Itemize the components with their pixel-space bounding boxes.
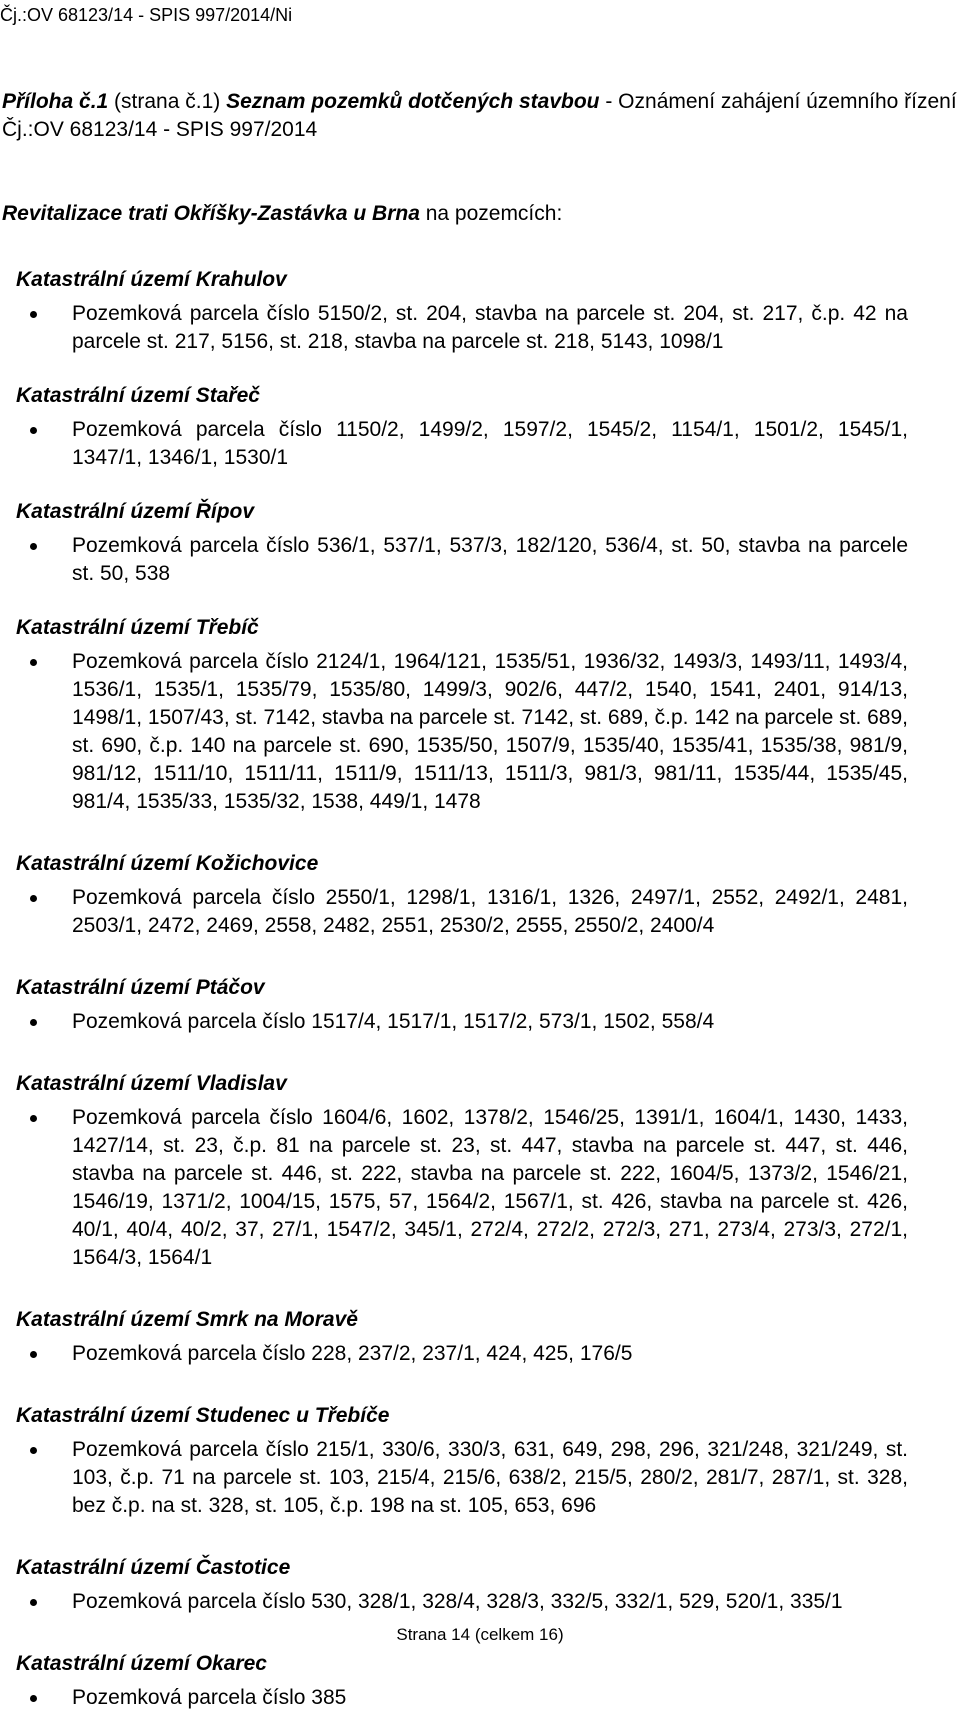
parcel-text: Pozemková parcela číslo 1150/2, 1499/2, 1597/2, 1545/2, 1154/1, 1501/2, 1545/1, 1347/1, 1346/1, 1530/1 [72,418,908,469]
list-item [0,1104,960,1272]
parcel-list [0,532,960,588]
parcel-list [0,1436,960,1520]
intro-label: Příloha č.1 [2,90,109,113]
bullet-icon [30,1599,37,1606]
parcel-text: Pozemková parcela číslo 5150/2, st. 204, stavba na parcele st. 204, st. 217, č.p. 42 na parcele st. 217, 5156, st. 218, stavba na parcele st. 218, 5143, 1098/1 [72,302,908,353]
document-reference-header: Čj.:OV 68123/14 - SPIS 997/2014/Ni [0,5,293,25]
bullet-icon [30,1351,37,1358]
parcel-text: Pozemková parcela číslo 2124/1, 1964/121, 1535/51, 1936/32, 1493/3, 1493/11, 1493/4, 1536/1, 1535/1, 1535/79, 1535/80, 1499/3, 902/6, 447/2, 1540, 1541, 2401, 914/13, 1498/1, 1507/43, st. 7142, stavba na parcele st. 7142, st. 689, č.p. 142 na parcele st. 689, st. 690, č.p. 140 na parcele st. 690, 1535/50, 1507/9, 1535/40, 1535/41, 1535/38, 981/9, 981/12, 1511/10, 1511/11, 1511/9, 1511/13, 1511/3, 981/3, 981/11, 1535/44, 1535/45, 981/4, 1535/33, 1535/32, 1538, 449/1, 1478 [72,650,908,813]
parcel-list [0,884,960,940]
bullet-icon [30,1695,37,1702]
section-title: Katastrální území Třebíč [16,616,259,639]
cadastral-section [0,1070,960,1272]
bullet-icon [30,895,37,902]
parcel-text: Pozemková parcela číslo 536/1, 537/1, 537/3, 182/120, 536/4, st. 50, stavba na parcele st. 50, 538 [72,534,908,585]
list-item [0,1684,960,1712]
section-title: Katastrální území Krahulov [16,268,287,291]
section-title: Katastrální území Častotice [16,1556,291,1579]
bullet-icon [30,659,37,666]
parcel-list [0,300,960,356]
parcel-list [0,1104,960,1272]
section-title: Katastrální území Vladislav [16,1072,287,1095]
document-content [0,88,960,1712]
bullet-icon [30,311,37,318]
parcel-list [0,416,960,472]
intro-paragraph [0,88,960,144]
cadastral-section [0,498,960,588]
parcel-list [0,1008,960,1036]
parcel-list [0,1684,960,1712]
list-item [0,1436,960,1520]
intro-text-2: - Oznámení zahájení územního řízení Čj.:OV 68123/14 - SPIS 997/2014 [2,90,957,141]
cadastral-sections [0,266,960,1712]
section-title: Katastrální území Stařeč [16,384,260,407]
cadastral-section [0,1306,960,1368]
project-line [0,200,960,228]
cadastral-section [0,1402,960,1520]
list-item [0,416,960,472]
list-item [0,1340,960,1368]
cadastral-section [0,1650,960,1712]
parcel-text: Pozemková parcela číslo 385 [72,1686,347,1709]
bullet-icon [30,427,37,434]
bullet-icon [30,543,37,550]
bullet-icon [30,1447,37,1454]
section-title: Katastrální území Smrk na Moravě [16,1308,358,1331]
project-suffix: na pozemcích: [419,202,563,225]
parcel-text: Pozemková parcela číslo 215/1, 330/6, 330/3, 631, 649, 298, 296, 321/248, 321/249, st. 103, č.p. 71 na parcele st. 103, 215/4, 215/6, 638/2, 215/5, 280/2, 281/7, 287/1, st. 328, bez č.p. na st. 328, st. 105, č.p. 198 na st. 105, 653, 696 [72,1438,908,1517]
section-title: Katastrální území Okarec [16,1652,267,1675]
list-item [0,884,960,940]
intro-text-1: (strana č.1) [108,90,227,113]
list-item [0,648,960,816]
parcel-text: Pozemková parcela číslo 1517/4, 1517/1, 1517/2, 573/1, 1502, 558/4 [72,1010,715,1033]
bullet-icon [30,1019,37,1026]
project-name: Revitalizace trati Okříšky-Zastávka u Brna [2,202,420,225]
parcel-text: Pozemková parcela číslo 228, 237/2, 237/1, 424, 425, 176/5 [72,1342,633,1365]
cadastral-section [0,266,960,356]
list-item [0,300,960,356]
list-item [0,1588,960,1616]
intro-title: Seznam pozemků dotčených stavbou [226,90,600,113]
bullet-icon [30,1115,37,1122]
section-title: Katastrální území Kožichovice [16,852,319,875]
parcel-list [0,1588,960,1616]
cadastral-section [0,974,960,1036]
page-footer: Strana 14 (celkem 16) [396,1625,564,1644]
parcel-list [0,1340,960,1368]
cadastral-section [0,382,960,472]
section-title: Katastrální území Studenec u Třebíče [16,1404,390,1427]
cadastral-section [0,1554,960,1616]
cadastral-section [0,850,960,940]
list-item [0,532,960,588]
parcel-text: Pozemková parcela číslo 530, 328/1, 328/4, 328/3, 332/5, 332/1, 529, 520/1, 335/1 [72,1590,843,1613]
section-title: Katastrální území Ptáčov [16,976,265,999]
parcel-text: Pozemková parcela číslo 1604/6, 1602, 1378/2, 1546/25, 1391/1, 1604/1, 1430, 1433, 1427/14, st. 23, č.p. 81 na parcele st. 23, st. 447, stavba na parcele st. 447, st. 446, stavba na parcele st. 446, st. 222, stavba na parcele st. 222, 1604/5, 1373/2, 1546/21, 1546/19, 1371/2, 1004/15, 1575, 57, 1564/2, 1567/1, st. 426, stavba na parcele st. 426, 40/1, 40/4, 40/2, 37, 27/1, 1547/2, 345/1, 272/4, 272/2, 272/3, 271, 273/4, 273/3, 272/1, 1564/3, 1564/1 [72,1106,908,1269]
parcel-text: Pozemková parcela číslo 2550/1, 1298/1, 1316/1, 1326, 2497/1, 2552, 2492/1, 2481, 2503/1, 2472, 2469, 2558, 2482, 2551, 2530/2, 2555, 2550/2, 2400/4 [72,886,908,937]
parcel-list [0,648,960,816]
cadastral-section [0,614,960,816]
section-title: Katastrální území Řípov [16,500,255,523]
list-item [0,1008,960,1036]
